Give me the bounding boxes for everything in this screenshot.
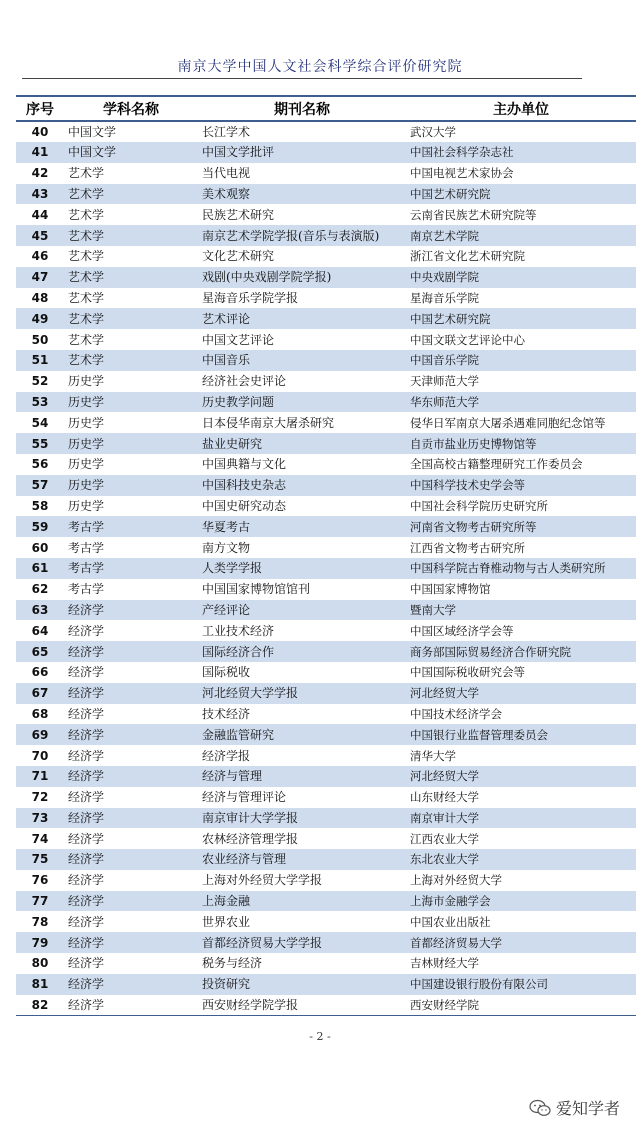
row-number: 61 <box>16 558 64 579</box>
row-number: 47 <box>16 267 64 288</box>
table-row <box>16 204 636 225</box>
table-body <box>16 121 636 1015</box>
table-row <box>16 579 636 600</box>
column-header-number: 序号 <box>16 96 64 121</box>
journal-cell: 经济与管理评论 <box>202 790 287 805</box>
page-number: - 2 - <box>309 1030 331 1043</box>
journal-cell: 人类学学报 <box>198 558 406 579</box>
journal-cell: 西安财经学院学报 <box>198 995 406 1016</box>
row-number: 40 <box>31 125 49 139</box>
journal-cell: 美术观察 <box>198 184 406 205</box>
table-row <box>16 891 636 912</box>
wechat-icon <box>529 1099 551 1117</box>
organizer-cell: 中国国家博物馆 <box>410 582 491 597</box>
journal-cell: 长江学术 <box>202 125 251 139</box>
subject-cell: 考古学 <box>64 516 198 537</box>
table-row <box>16 475 636 496</box>
subject-cell: 经济学 <box>64 600 198 621</box>
table-row <box>16 121 636 142</box>
journal-cell: 经济学报 <box>202 748 251 763</box>
journal-cell: 南京审计大学学报 <box>198 808 406 829</box>
organizer-cell: 中国社会科学院历史研究所 <box>410 498 548 513</box>
table-row <box>16 870 636 891</box>
subject-cell: 艺术学 <box>68 249 105 264</box>
table-row <box>16 371 636 392</box>
row-number: 41 <box>16 142 64 163</box>
row-number: 43 <box>16 184 64 205</box>
organizer-cell: 暨南大学 <box>406 600 636 621</box>
organizer-cell: 中国建设银行股份有限公司 <box>406 974 636 995</box>
journal-cell: 戏剧(中央戏剧学院学报) <box>198 267 406 288</box>
organizer-cell: 中国国际税收研究会等 <box>410 665 525 680</box>
organizer-cell: 自贡市盐业历史博物馆等 <box>406 433 636 454</box>
row-number: 81 <box>16 974 64 995</box>
organizer-cell: 云南省民族艺术研究院等 <box>410 207 537 222</box>
subject-cell: 经济学 <box>68 956 105 971</box>
journal-cell: 世界农业 <box>202 914 251 929</box>
row-number: 56 <box>31 457 49 472</box>
table-row <box>16 828 636 849</box>
organizer-cell: 商务部国际贸易经济合作研究院 <box>406 641 636 662</box>
table-row <box>16 392 636 413</box>
journal-cell: 农林经济管理学报 <box>202 831 299 846</box>
watermark <box>529 1096 620 1119</box>
organizer-cell: 中国科学院古脊椎动物与古人类研究所 <box>406 558 636 579</box>
table-row <box>16 516 636 537</box>
watermark-text: 爱知学者 <box>555 1099 620 1118</box>
journal-cell: 中国国家博物馆馆刊 <box>202 582 311 597</box>
row-number: 50 <box>31 332 49 347</box>
journal-cell: 中国音乐 <box>198 350 406 371</box>
organizer-cell: 上海市金融学会 <box>406 891 636 912</box>
subject-cell: 经济学 <box>64 724 198 745</box>
subject-cell: 历史学 <box>64 475 198 496</box>
subject-cell: 经济学 <box>68 665 105 680</box>
journal-cell: 南京艺术学院学报(音乐与表演版) <box>198 225 406 246</box>
table-row <box>16 787 636 808</box>
table-row <box>16 225 636 246</box>
subject-cell: 考古学 <box>68 540 105 555</box>
column-header-journal: 期刊名称 <box>198 96 406 121</box>
journal-table <box>16 95 636 1016</box>
table-row <box>16 163 636 184</box>
row-number: 71 <box>16 766 64 787</box>
journal-cell: 上海金融 <box>198 891 406 912</box>
subject-cell: 艺术学 <box>68 332 105 347</box>
table-row <box>16 246 636 267</box>
organizer-cell: 山东财经大学 <box>410 790 479 805</box>
row-number: 52 <box>31 374 49 389</box>
organizer-cell: 南京艺术学院 <box>406 225 636 246</box>
subject-cell: 经济学 <box>64 641 198 662</box>
journal-table-container <box>16 95 636 1016</box>
subject-cell: 经济学 <box>64 808 198 829</box>
organizer-cell: 中国技术经济学会 <box>410 706 502 721</box>
subject-cell: 艺术学 <box>64 350 198 371</box>
row-number: 74 <box>31 831 49 846</box>
subject-cell: 艺术学 <box>68 290 105 305</box>
row-number: 58 <box>31 498 49 513</box>
table-row <box>16 267 636 288</box>
row-number: 68 <box>31 706 49 721</box>
subject-cell: 经济学 <box>68 873 105 888</box>
table-row <box>16 350 636 371</box>
subject-cell: 历史学 <box>64 433 198 454</box>
organizer-cell: 星海音乐学院 <box>410 290 479 305</box>
subject-cell: 经济学 <box>68 623 105 638</box>
journal-cell: 中国史研究动态 <box>202 498 287 513</box>
journal-cell: 经济社会史评论 <box>202 374 287 389</box>
row-number: 59 <box>16 516 64 537</box>
organizer-cell: 侵华日军南京大屠杀遇难同胞纪念馆等 <box>410 415 606 430</box>
row-number: 62 <box>31 582 49 597</box>
table-row <box>16 745 636 766</box>
journal-cell: 日本侵华南京大屠杀研究 <box>202 415 335 430</box>
organizer-cell: 河北经贸大学 <box>406 683 636 704</box>
organizer-cell: 中国农业出版社 <box>410 914 491 929</box>
row-number: 80 <box>31 956 49 971</box>
subject-cell: 艺术学 <box>64 308 198 329</box>
journal-cell: 历史教学问题 <box>198 392 406 413</box>
subject-cell: 经济学 <box>64 974 198 995</box>
organizer-cell: 天津师范大学 <box>410 374 479 389</box>
table-row <box>16 184 636 205</box>
subject-cell: 经济学 <box>68 914 105 929</box>
organizer-cell: 清华大学 <box>410 748 456 763</box>
subject-cell: 艺术学 <box>64 267 198 288</box>
table-row <box>16 766 636 787</box>
subject-cell: 历史学 <box>68 457 105 472</box>
journal-cell: 文化艺术研究 <box>202 249 275 264</box>
subject-cell: 考古学 <box>68 582 105 597</box>
journal-cell: 中国文艺评论 <box>202 332 275 347</box>
row-number: 64 <box>31 623 49 638</box>
table-row <box>16 808 636 829</box>
journal-cell: 投资研究 <box>198 974 406 995</box>
subject-cell: 经济学 <box>64 766 198 787</box>
journal-cell: 技术经济 <box>202 706 251 721</box>
subject-cell: 经济学 <box>64 891 198 912</box>
row-number: 67 <box>16 683 64 704</box>
row-number: 49 <box>16 308 64 329</box>
journal-cell: 民族艺术研究 <box>202 207 275 222</box>
row-number: 65 <box>16 641 64 662</box>
row-number: 70 <box>31 748 49 763</box>
table-row <box>16 849 636 870</box>
subject-cell: 历史学 <box>68 374 105 389</box>
subject-cell: 经济学 <box>64 849 198 870</box>
table-row <box>16 537 636 558</box>
table-row <box>16 995 636 1016</box>
journal-cell: 中国典籍与文化 <box>202 457 287 472</box>
organizer-cell: 江西农业大学 <box>410 831 479 846</box>
row-number: 72 <box>31 790 49 805</box>
row-number: 66 <box>31 665 49 680</box>
table-row <box>16 620 636 641</box>
row-number: 79 <box>16 932 64 953</box>
subject-cell: 艺术学 <box>68 207 105 222</box>
row-number: 75 <box>16 849 64 870</box>
table-row <box>16 724 636 745</box>
row-number: 55 <box>16 433 64 454</box>
subject-cell: 历史学 <box>68 415 105 430</box>
journal-cell: 国际经济合作 <box>198 641 406 662</box>
organizer-cell: 江西省文物考古研究所 <box>410 540 525 555</box>
journal-cell: 工业技术经济 <box>202 623 275 638</box>
row-number: 76 <box>31 873 49 888</box>
row-number: 44 <box>31 207 49 222</box>
journal-cell: 河北经贸大学学报 <box>198 683 406 704</box>
organizer-cell: 中国文联文艺评论中心 <box>410 332 525 347</box>
organizer-cell: 中国艺术研究院 <box>406 184 636 205</box>
row-number: 57 <box>16 475 64 496</box>
subject-cell: 中国文学 <box>68 125 117 139</box>
organizer-cell: 武汉大学 <box>410 125 456 139</box>
table-row <box>16 496 636 517</box>
organizer-cell: 西安财经学院 <box>406 995 636 1016</box>
table-row <box>16 142 636 163</box>
journal-cell: 首都经济贸易大学学报 <box>198 932 406 953</box>
journal-cell: 产经评论 <box>198 600 406 621</box>
subject-cell: 历史学 <box>64 392 198 413</box>
row-number: 42 <box>31 166 49 181</box>
row-number: 48 <box>31 290 49 305</box>
journal-cell: 金融监管研究 <box>198 724 406 745</box>
row-number: 51 <box>16 350 64 371</box>
table-row <box>16 288 636 309</box>
row-number: 54 <box>31 415 49 430</box>
table-row <box>16 454 636 475</box>
row-number: 60 <box>31 540 49 555</box>
organizer-cell: 中国音乐学院 <box>406 350 636 371</box>
organizer-cell: 华东师范大学 <box>406 392 636 413</box>
organizer-cell: 吉林财经大学 <box>410 956 479 971</box>
journal-cell: 上海对外经贸大学学报 <box>202 873 323 888</box>
subject-cell: 艺术学 <box>64 225 198 246</box>
subject-cell: 经济学 <box>68 831 105 846</box>
organizer-cell: 河南省文物考古研究所等 <box>406 516 636 537</box>
table-row <box>16 662 636 683</box>
subject-cell: 经济学 <box>64 932 198 953</box>
header-divider <box>22 78 582 79</box>
row-number: 78 <box>31 914 49 929</box>
table-row <box>16 704 636 725</box>
table-row <box>16 911 636 932</box>
table-header-row <box>16 96 636 121</box>
table-row <box>16 308 636 329</box>
table-row <box>16 600 636 621</box>
journal-cell: 华夏考古 <box>198 516 406 537</box>
column-header-organizer: 主办单位 <box>406 96 636 121</box>
organizer-cell: 全国高校古籍整理研究工作委员会 <box>410 457 583 472</box>
journal-cell: 税务与经济 <box>202 956 263 971</box>
table-row <box>16 974 636 995</box>
journal-cell: 星海音乐学院学报 <box>202 290 299 305</box>
column-header-subject: 学科名称 <box>64 96 198 121</box>
organizer-cell: 首都经济贸易大学 <box>406 932 636 953</box>
organizer-cell: 中国科学技术史学会等 <box>406 475 636 496</box>
organizer-cell: 中国电视艺术家协会 <box>410 166 514 181</box>
row-number: 63 <box>16 600 64 621</box>
subject-cell: 艺术学 <box>64 184 198 205</box>
table-row <box>16 953 636 974</box>
row-number: 77 <box>16 891 64 912</box>
journal-cell: 南方文物 <box>202 540 251 555</box>
subject-cell: 经济学 <box>64 683 198 704</box>
journal-cell: 艺术评论 <box>198 308 406 329</box>
subject-cell: 艺术学 <box>68 166 105 181</box>
table-row <box>16 412 636 433</box>
subject-cell: 经济学 <box>68 706 105 721</box>
journal-cell: 中国文学批评 <box>198 142 406 163</box>
organizer-cell: 上海对外经贸大学 <box>410 873 502 888</box>
organizer-cell: 中国社会科学杂志社 <box>406 142 636 163</box>
table-row <box>16 683 636 704</box>
organizer-cell: 浙江省文化艺术研究院 <box>410 249 525 264</box>
table-row <box>16 433 636 454</box>
table-row <box>16 932 636 953</box>
journal-cell: 经济与管理 <box>198 766 406 787</box>
table-row <box>16 641 636 662</box>
subject-cell: 经济学 <box>68 748 105 763</box>
organizer-cell: 南京审计大学 <box>406 808 636 829</box>
subject-cell: 中国文学 <box>64 142 198 163</box>
row-number: 69 <box>16 724 64 745</box>
row-number: 53 <box>16 392 64 413</box>
organizer-cell: 中央戏剧学院 <box>406 267 636 288</box>
journal-cell: 农业经济与管理 <box>198 849 406 870</box>
organizer-cell: 中国区域经济学会等 <box>410 623 514 638</box>
row-number: 46 <box>31 249 49 264</box>
subject-cell: 经济学 <box>68 790 105 805</box>
journal-cell: 当代电视 <box>202 166 251 181</box>
table-row <box>16 558 636 579</box>
subject-cell: 历史学 <box>68 498 105 513</box>
organizer-cell: 河北经贸大学 <box>406 766 636 787</box>
organizer-cell: 东北农业大学 <box>406 849 636 870</box>
table-row <box>16 329 636 350</box>
organizer-cell: 中国艺术研究院 <box>406 308 636 329</box>
journal-cell: 中国科技史杂志 <box>198 475 406 496</box>
subject-cell: 考古学 <box>64 558 198 579</box>
row-number: 73 <box>16 808 64 829</box>
journal-cell: 国际税收 <box>202 665 251 680</box>
table-header <box>16 96 636 121</box>
document-header-title: 南京大学中国人文社会科学综合评价研究院 <box>177 59 463 75</box>
subject-cell: 经济学 <box>64 995 198 1016</box>
organizer-cell: 中国银行业监督管理委员会 <box>406 724 636 745</box>
journal-cell: 盐业史研究 <box>198 433 406 454</box>
row-number: 82 <box>16 995 64 1016</box>
row-number: 45 <box>16 225 64 246</box>
